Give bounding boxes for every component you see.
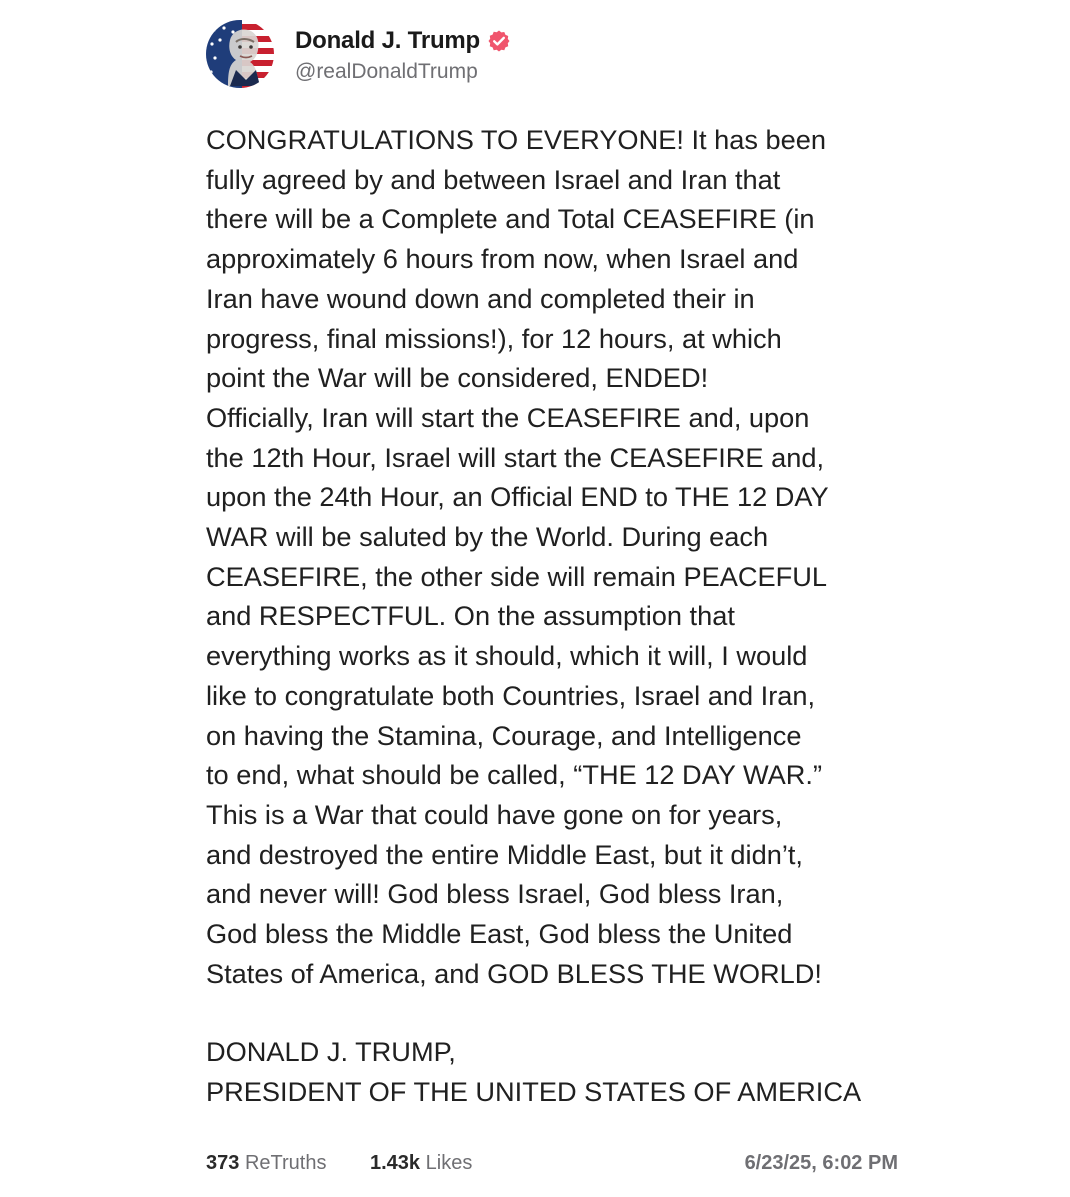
post-line: everything works as it should, which it will, I would: [206, 640, 808, 672]
post-line: progress, final missions!), for 12 hours, at which: [206, 322, 782, 354]
post-footer: [206, 1148, 898, 1178]
author-names: [295, 26, 511, 84]
retruths-stat[interactable]: [206, 1152, 326, 1175]
post-line: and never will! God bless Israel, God bless Iran,: [206, 878, 784, 910]
post-line: Iran have wound down and completed their in: [206, 282, 755, 314]
post-line: approximately 6 hours from now, when Israel and: [206, 243, 799, 275]
likes-stat[interactable]: [370, 1152, 472, 1175]
post-line: the 12th Hour, Israel will start the CEASEFIRE and,: [206, 441, 825, 473]
post-line: WAR will be saluted by the World. During each: [206, 521, 769, 553]
post-line: and destroyed the entire Middle East, but it didn’t,: [206, 838, 803, 870]
post-line: to end, what should be called, “THE 12 DAY WAR.”: [206, 759, 823, 791]
post-line: point the War will be considered, ENDED!: [206, 362, 709, 394]
display-name[interactable]: Donald J. Trump: [295, 27, 481, 54]
post-line: upon the 24th Hour, an Official END to THE 12 DAY: [206, 481, 829, 513]
retruths-label: ReTruths: [244, 1152, 327, 1174]
post-timestamp[interactable]: 6/23/25, 6:02 PM: [744, 1152, 898, 1174]
verified-badge-icon: [487, 29, 511, 53]
truth-post: [206, 18, 926, 1174]
post-line: on having the Stamina, Courage, and Intelligence: [206, 719, 802, 751]
post-line: God bless the Middle East, God bless the United: [206, 918, 793, 950]
post-line: States of America, and GOD BLESS THE WORLD!: [206, 957, 822, 989]
retruths-count: 373: [206, 1152, 240, 1174]
post-signature: [206, 1032, 926, 1111]
post-line: CEASEFIRE, the other side will remain PEACEFUL: [206, 560, 827, 592]
post-line: fully agreed by and between Israel and Iran that: [206, 163, 781, 195]
display-name-row: [295, 26, 511, 56]
post-line: CONGRATULATIONS TO EVERYONE! It has been: [206, 124, 826, 155]
avatar[interactable]: [206, 20, 274, 88]
post-header: [206, 18, 926, 88]
post-line: there will be a Complete and Total CEASEFIRE (in: [206, 203, 815, 235]
post-line: This is a War that could have gone on for years,: [206, 798, 783, 830]
signature-line: PRESIDENT OF THE UNITED STATES OF AMERICA: [206, 1075, 862, 1107]
author-handle[interactable]: @realDonaldTrump: [295, 60, 478, 83]
post-line: like to congratulate both Countries, Israel and Iran,: [206, 679, 816, 711]
post-line: Officially, Iran will start the CEASEFIRE and, upon: [206, 401, 810, 433]
portrait-flag-avatar-icon: [206, 20, 274, 88]
likes-label: Likes: [425, 1152, 473, 1174]
post-body: [206, 120, 926, 993]
signature-line: DONALD J. TRUMP,: [206, 1036, 456, 1067]
likes-count: 1.43k: [370, 1152, 421, 1174]
post-line: and RESPECTFUL. On the assumption that: [206, 600, 735, 632]
